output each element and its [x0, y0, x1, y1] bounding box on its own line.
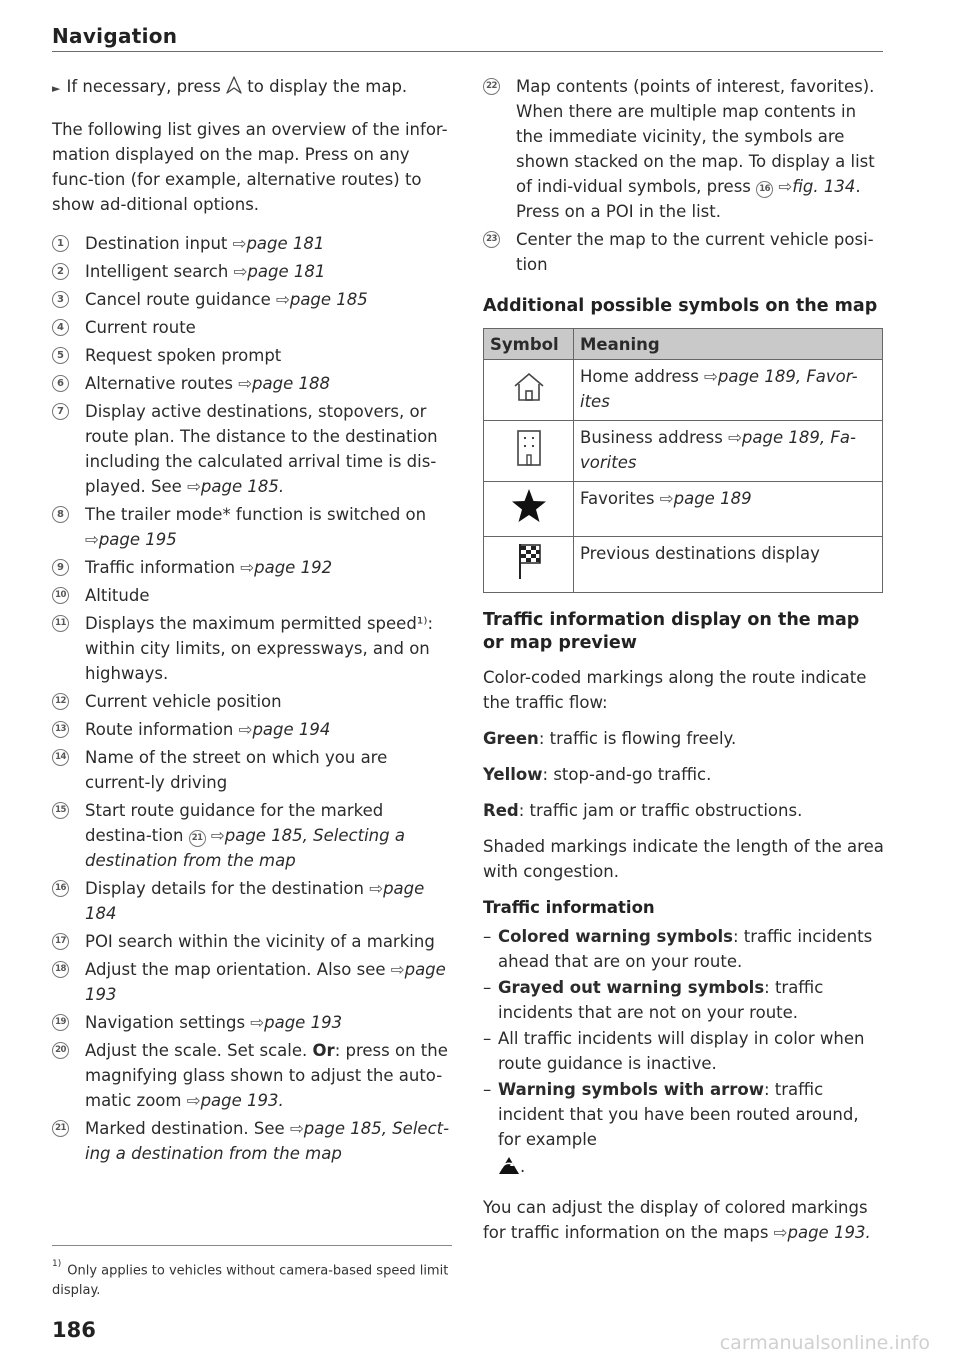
- arrow-right-icon: ⇨: [289, 1119, 304, 1138]
- callout-number-12: 12: [52, 693, 69, 710]
- page-reference-link[interactable]: page 184: [85, 879, 425, 923]
- page-reference-link[interactable]: page 181: [246, 234, 325, 253]
- bullet-bold: Colored warning symbols: [498, 927, 733, 946]
- color-description: : stop-and-go traffic.: [542, 765, 712, 784]
- legend-item: [52, 231, 452, 256]
- table-cell-symbol: [484, 537, 574, 593]
- legend-item-text: Alternative routes: [85, 374, 233, 393]
- callout-number-20: 20: [52, 1042, 69, 1059]
- color-description: : traffic is flowing freely.: [538, 729, 737, 748]
- footnote-text: Only applies to vehicles without camera-based speed limit display.: [52, 1263, 449, 1299]
- page-number: 186: [52, 1318, 96, 1342]
- legend-item-text: Name of the street on which you are current-ly driving: [85, 748, 388, 792]
- traffic-heading: Traffic information display on the map or map preview: [483, 610, 860, 653]
- page-reference-link[interactable]: page 195: [98, 530, 177, 549]
- table-row: [484, 482, 883, 537]
- legend-item: [52, 1116, 452, 1166]
- legend-item-text: Adjust the map orientation. Also see: [85, 960, 386, 979]
- legend-item: [52, 717, 452, 742]
- bullet-item: [483, 1077, 885, 1183]
- legend-item: [52, 1010, 452, 1035]
- page-reference-link[interactable]: page 189: [673, 489, 752, 508]
- watermark: carmanualsonline.info: [719, 1332, 930, 1354]
- arrow-right-icon: ⇨: [210, 826, 225, 845]
- table-cell-symbol: [484, 421, 574, 482]
- color-legend-line: [483, 726, 885, 751]
- legend-item: [52, 502, 452, 552]
- legend-item-text: Adjust the scale. Set scale.: [85, 1041, 308, 1060]
- arrow-right-icon: ⇨: [728, 428, 742, 447]
- meaning-text: Home address: [580, 367, 699, 386]
- callout-number-21: 21: [189, 830, 206, 847]
- arrow-right-icon: ⇨: [233, 262, 248, 281]
- page-reference-link[interactable]: page 185, Select-ing a destination from the map: [85, 1119, 450, 1163]
- table-cell-meaning: [574, 537, 883, 593]
- legend-item-text: Destination input: [85, 234, 228, 253]
- page-reference-link[interactable]: page 185, Selecting a destination from the map: [85, 826, 405, 870]
- legend-item-text-cont: : press on the magnifying glass shown to adjust the auto-matic zoom: [85, 1041, 448, 1110]
- intro-paragraph: The following list gives an overview of the infor-mation displayed on the map. Press on any func-tion (for example, alternative routes) to show ad-ditional options.: [52, 120, 448, 214]
- closing-paragraph: [483, 1195, 885, 1245]
- table-row: [484, 360, 883, 421]
- page-reference-link[interactable]: page 185: [289, 290, 368, 309]
- legend-item-text: Display active destinations, stopovers, or route plan. The distance to the destination including the calculated arrival time is dis-played. See: [85, 402, 438, 496]
- navigation-arrow-icon: [226, 76, 242, 101]
- closing-text: You can adjust the display of colored markings for traffic information on the maps: [483, 1198, 868, 1242]
- callout-number-18: 18: [52, 961, 69, 978]
- table-header-symbol: Symbol: [484, 329, 574, 360]
- legend-item-text: Route information: [85, 720, 234, 739]
- meaning-text: Favorites: [580, 489, 655, 508]
- color-description: : traffic jam or traffic obstructions.: [518, 801, 803, 820]
- callout-number-9: 9: [52, 559, 69, 576]
- color-label: Yellow: [483, 765, 543, 784]
- legend-item: [52, 798, 452, 873]
- legend-item: [52, 555, 452, 580]
- star-icon: [510, 510, 548, 529]
- legend-item-text: Center the map to the current vehicle posi-tion: [516, 230, 874, 274]
- home-icon: [511, 390, 547, 409]
- emphasis-text: Or: [312, 1041, 335, 1060]
- callout-number-2: 2: [52, 263, 69, 280]
- arrow-right-icon: ⇨: [704, 367, 718, 386]
- arrow-right-icon: ⇨: [276, 290, 290, 309]
- footnote-mark: 1): [52, 1259, 62, 1269]
- checkered-flag-icon: [514, 566, 544, 585]
- callout-number-22: 22: [483, 78, 500, 95]
- right-column: [483, 74, 885, 1245]
- page-reference-link[interactable]: page 181: [247, 262, 326, 281]
- legend-item-text: Altitude: [85, 586, 150, 605]
- step-text: If necessary, press: [66, 77, 227, 96]
- legend-item-text: Map contents (points of interest, favorites). When there are multiple map contents in the immediate vicinity, the symbols are shown stacked on the map. To display a list of indi-vidual symbols, press: [516, 77, 875, 196]
- symbols-table: [483, 328, 883, 593]
- legend-item: [52, 957, 452, 1007]
- bullet-text: : traffic incidents ahead that are on your route.: [498, 927, 873, 971]
- instruction-step: [52, 74, 452, 101]
- header-divider: [52, 51, 883, 52]
- table-cell-meaning: [574, 482, 883, 537]
- color-label: Red: [483, 801, 519, 820]
- legend-item-text: Display details for the destination: [85, 879, 364, 898]
- legend-item: [52, 315, 452, 340]
- meaning-text: Business address: [580, 428, 723, 447]
- callout-number-23: 23: [483, 231, 500, 248]
- legend-item: [52, 343, 452, 368]
- callout-number-6: 6: [52, 375, 69, 392]
- page-reference-link[interactable]: page 193: [85, 960, 446, 1004]
- page-reference-link[interactable]: page 193.: [787, 1223, 871, 1242]
- callout-number-8: 8: [52, 506, 69, 523]
- callout-number-14: 14: [52, 749, 69, 766]
- legend-item-text: Marked destination. See: [85, 1119, 285, 1138]
- left-column: [52, 74, 452, 1169]
- arrow-right-icon: ⇨: [85, 530, 99, 549]
- arrow-right-icon: ⇨: [238, 374, 253, 393]
- symbols-heading: Additional possible symbols on the map: [483, 296, 878, 316]
- callout-number-5: 5: [52, 347, 69, 364]
- callout-number-1: 1: [52, 235, 69, 252]
- callout-number-7: 7: [52, 403, 69, 420]
- bullet-item: [483, 924, 885, 974]
- legend-item-text: Intelligent search: [85, 262, 229, 281]
- bullet-text: : traffic incident that you have been routed around, for example: [498, 1080, 859, 1149]
- legend-item: [52, 371, 452, 396]
- legend-item: [52, 689, 452, 714]
- callout-number-13: 13: [52, 721, 69, 738]
- color-legend-line: [483, 762, 885, 787]
- step-text-tail: to display the map.: [242, 77, 408, 96]
- arrow-right-icon: ⇨: [773, 1223, 788, 1242]
- bullet-item: [483, 975, 885, 1025]
- page-reference-link[interactable]: page 185.: [200, 477, 285, 496]
- page-reference-link[interactable]: page 193.: [200, 1091, 284, 1110]
- legend-item: [483, 227, 885, 277]
- arrow-right-icon: ⇨: [238, 720, 253, 739]
- legend-item-text: The trailer mode* function is switched on: [85, 505, 427, 524]
- legend-item: [52, 876, 452, 926]
- legend-item-text: Start route guidance for the marked destina-tion: [85, 801, 384, 845]
- color-legend-line: [483, 798, 885, 823]
- arrow-right-icon: ⇨: [390, 960, 405, 979]
- table-cell-symbol: [484, 360, 574, 421]
- callout-number-10: 10: [52, 587, 69, 604]
- page-header-title: Navigation: [52, 24, 178, 48]
- meaning-text: Previous destinations display: [580, 544, 820, 563]
- legend-item: [52, 399, 452, 499]
- callout-number-4: 4: [52, 319, 69, 336]
- legend-item-text: Current vehicle position: [85, 692, 282, 711]
- arrow-right-icon: ⇨: [186, 1091, 201, 1110]
- reroute-warning-icon: .: [498, 1154, 885, 1183]
- legend-item: [483, 74, 885, 224]
- legend-item-text: Request spoken prompt: [85, 346, 282, 365]
- legend-item: [52, 583, 452, 608]
- arrow-right-icon: ⇨: [232, 234, 247, 253]
- legend-item: [52, 745, 452, 795]
- arrow-right-icon: ⇨: [659, 489, 674, 508]
- callout-number-17: 17: [52, 933, 69, 950]
- footnote: [52, 1257, 452, 1301]
- legend-item-text: Navigation settings: [85, 1013, 246, 1032]
- legend-item-tail: . Press on a POI in the list.: [516, 177, 861, 221]
- callout-number-11: 11: [52, 615, 69, 632]
- bullet-bold: Warning symbols with arrow: [498, 1080, 764, 1099]
- legend-item-text: POI search within the vicinity of a marking: [85, 932, 435, 951]
- page-reference-link[interactable]: page 189, Favor-ites: [580, 367, 858, 411]
- page-reference-link[interactable]: page 189, Fa-vorites: [580, 428, 856, 472]
- bullet-item: [483, 1026, 885, 1076]
- figure-reference-link[interactable]: fig. 134: [792, 177, 856, 196]
- callout-number-16: 16: [756, 181, 773, 198]
- page-reference-link[interactable]: page 188: [252, 374, 330, 393]
- arrow-right-icon: ⇨: [240, 558, 255, 577]
- legend-item: [52, 611, 452, 686]
- legend-item: [52, 1038, 452, 1113]
- color-label: Green: [483, 729, 539, 748]
- table-cell-symbol: [484, 482, 574, 537]
- legend-item: [52, 929, 452, 954]
- legend-item-text: Cancel route guidance: [85, 290, 271, 309]
- arrow-right-icon: ⇨: [187, 477, 201, 496]
- table-cell-meaning: [574, 360, 883, 421]
- table-header-meaning: Meaning: [574, 329, 883, 360]
- table-cell-meaning: [574, 421, 883, 482]
- callout-number-3: 3: [52, 291, 69, 308]
- page-reference-link[interactable]: page 194: [252, 720, 331, 739]
- arrow-right-icon: ⇨: [250, 1013, 265, 1032]
- callout-number-16: 16: [52, 880, 69, 897]
- legend-item: [52, 287, 452, 312]
- page-reference-link[interactable]: page 193: [264, 1013, 343, 1032]
- callout-number-19: 19: [52, 1014, 69, 1031]
- table-row: [484, 421, 883, 482]
- legend-item-text: Displays the maximum permitted speed¹⁾: within city limits, on expressways, and on highways.: [85, 614, 434, 683]
- bullet-text: : traffic incidents that are not on your route.: [498, 978, 824, 1022]
- shaded-markings-text: Shaded markings indicate the length of the area with congestion.: [483, 837, 884, 881]
- legend-item: [52, 259, 452, 284]
- traffic-intro: Color-coded markings along the route indicate the traffic flow:: [483, 668, 867, 712]
- business-icon: [514, 453, 544, 472]
- page-reference-link[interactable]: page 192: [254, 558, 333, 577]
- bullet-bold: Grayed out warning symbols: [498, 978, 765, 997]
- arrow-right-icon: ⇨: [778, 177, 793, 196]
- legend-item-text: Traffic information: [85, 558, 236, 577]
- table-row: [484, 537, 883, 593]
- arrow-right-icon: ⇨: [369, 879, 384, 898]
- bullet-text: All traffic incidents will display in color when route guidance is inactive.: [498, 1029, 865, 1073]
- callout-number-15: 15: [52, 802, 69, 819]
- legend-item-text: Current route: [85, 318, 196, 337]
- callout-number-21: 21: [52, 1120, 69, 1137]
- step-marker: ►: [52, 82, 61, 95]
- table-header-row: [484, 329, 883, 360]
- traffic-info-heading: Traffic information: [483, 898, 655, 917]
- footnote-divider: [52, 1245, 452, 1246]
